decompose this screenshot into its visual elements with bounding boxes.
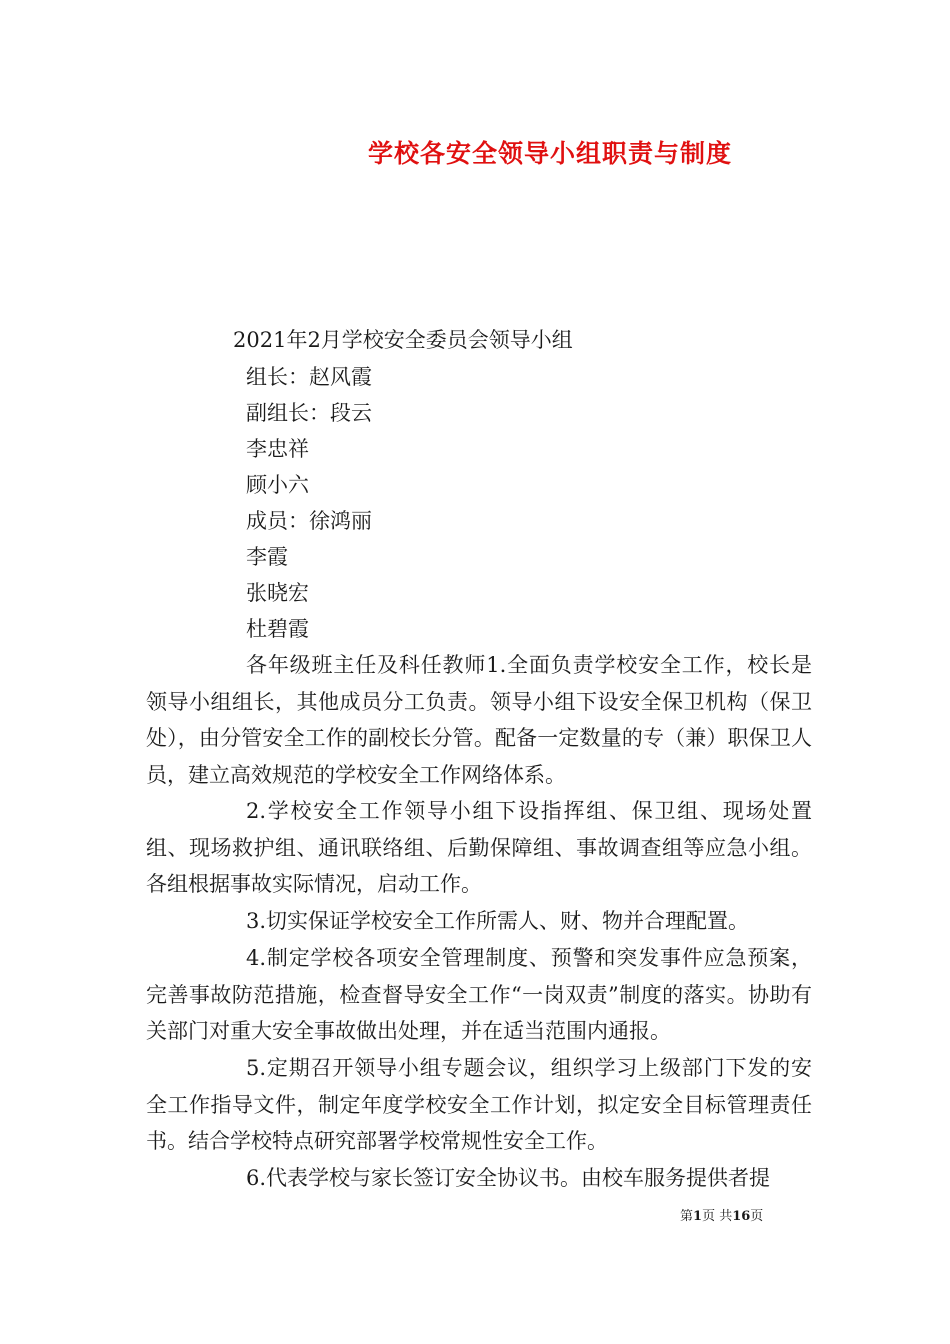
- member-line: 组长：赵风霞: [246, 365, 372, 389]
- body-paragraph: 3.切实保证学校安全工作所需人、财、物并合理配置。: [246, 909, 750, 933]
- footer-total-pages: 16: [732, 1209, 751, 1224]
- member-line: 李霞: [246, 545, 288, 569]
- body-paragraph: 6.代表学校与家长签订安全协议书。由校车服务提供者提: [246, 1166, 771, 1190]
- body-paragraph: 各年级班主任及科任教师1.全面负责学校安全工作，校长是领导小组组长，其他成员分工负责。领导小组下设安全保卫机构（保卫处），由分管安全工作的副校长分管。配备一定数量的专（兼）职保卫人员，建立高效规范的学校安全工作网络体系。: [146, 653, 812, 787]
- document-title: 学校各安全领导小组职责与制度: [367, 139, 732, 168]
- member-line: 李忠祥: [246, 437, 309, 461]
- member-line: 顾小六: [246, 473, 309, 497]
- member-line: 杜碧霞: [246, 617, 309, 641]
- member-line: 成员：徐鸿丽: [246, 509, 372, 533]
- body-paragraph: 5.定期召开领导小组专题会议，组织学习上级部门下发的安全工作指导文件，制定年度学校安全工作计划，拟定安全目标管理责任书。结合学校特点研究部署学校常规性安全工作。: [146, 1056, 812, 1153]
- page-footer: [680, 1205, 763, 1224]
- footer-page-number: 1: [693, 1209, 703, 1224]
- member-line: 副组长：段云: [246, 401, 372, 425]
- member-line: 张晓宏: [246, 581, 309, 605]
- footer-suffix: 页: [750, 1209, 764, 1224]
- body-paragraph: 4.制定学校各项安全管理制度、预警和突发事件应急预案，完善事故防范措施，检查督导安全工作“一岗双责”制度的落实。协助有关部门对重大安全事故做出处理，并在适当范围内通报。: [146, 946, 812, 1043]
- body-paragraph: 2.学校安全工作领导小组下设指挥组、保卫组、现场处置组、现场救护组、通讯联络组、后勤保障组、事故调查组等应急小组。各组根据事故实际情况，启动工作。: [146, 799, 812, 896]
- footer-prefix: 第: [680, 1209, 694, 1224]
- footer-middle: 页 共: [702, 1209, 733, 1224]
- committee-heading: 2021年2月学校安全委员会领导小组: [233, 328, 573, 352]
